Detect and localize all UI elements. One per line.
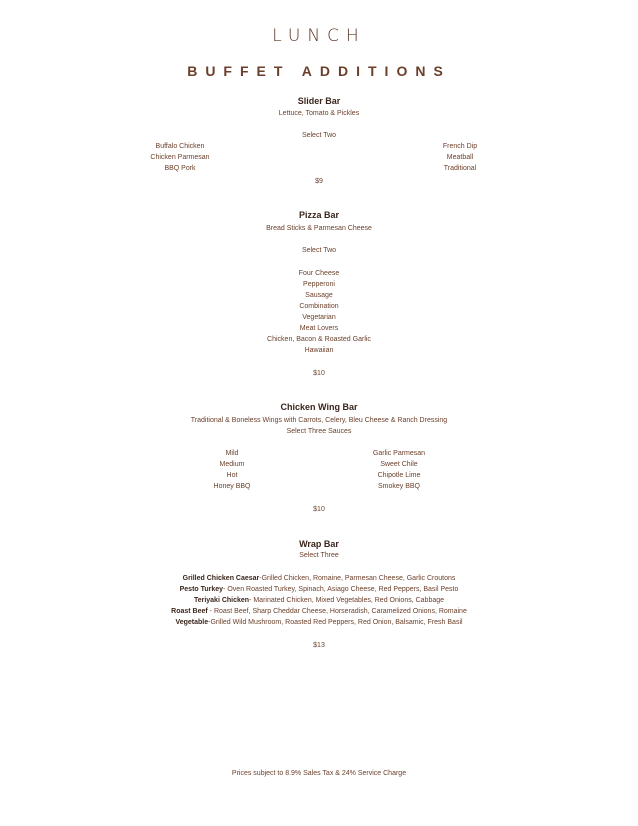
- wing-bar-title: Chicken Wing Bar: [280, 402, 358, 412]
- list-item: Pepperoni: [303, 281, 335, 288]
- list-item: Hot: [226, 472, 238, 479]
- slider-price: $9: [315, 178, 323, 185]
- list-item: Meatball: [446, 154, 474, 161]
- wrap-item-name: Vegetable: [175, 619, 209, 626]
- page-subtitle: BUFFET ADDITIONS: [187, 63, 451, 79]
- slider-right-column: [420, 141, 500, 174]
- wrap-item-name: Pesto Turkey: [179, 586, 224, 593]
- list-item: Chicken, Bacon & Roasted Garlic: [267, 336, 371, 343]
- list-item: [0, 595, 638, 606]
- wing-left-column: [192, 448, 272, 492]
- wrap-item-desc: - Roast Beef, Sharp Cheddar Cheese, Horseradish, Caramelized Onions, Romaine: [207, 608, 467, 615]
- list-item: Four Cheese: [298, 270, 340, 277]
- footer-note: Prices subject to 8.9% Sales Tax & 24% Service Charge: [231, 770, 407, 777]
- wrap-item-desc: - Oven Roasted Turkey, Spinach, Asiago Cheese, Red Peppers, Basil Pesto: [223, 586, 459, 593]
- list-item: Vegetarian: [302, 314, 336, 321]
- slider-bar-subtitle: Lettuce, Tomato & Pickles: [278, 110, 360, 117]
- wrap-price: $13: [313, 642, 325, 649]
- pizza-select-note: Select Two: [301, 247, 337, 254]
- wrap-item-name: Roast Beef: [171, 608, 208, 615]
- list-item: [0, 573, 638, 584]
- wrap-bar-title: Wrap Bar: [299, 539, 339, 549]
- list-item: Garlic Parmesan: [372, 450, 426, 457]
- wrap-item-name: Grilled Chicken Caesar: [182, 575, 260, 582]
- page-title: LUNCH: [272, 26, 366, 46]
- list-item: [0, 606, 638, 617]
- list-item: Mild: [225, 450, 239, 457]
- wing-price: $10: [313, 506, 325, 513]
- list-item: [0, 584, 638, 595]
- list-item: Chipotle Lime: [377, 472, 421, 479]
- slider-select-note: Select Two: [301, 132, 337, 139]
- wrap-item-desc: -Grilled Wild Mushroom, Roasted Red Peppers, Red Onion, Balsamic, Fresh Basil: [208, 619, 463, 626]
- list-item: BBQ Pork: [164, 165, 196, 172]
- pizza-items-list: [0, 268, 638, 356]
- list-item: Buffalo Chicken: [155, 143, 205, 150]
- wing-right-column: [359, 448, 439, 492]
- list-item: Sausage: [305, 292, 333, 299]
- wrap-item-name: Teriyaki Chicken: [193, 597, 250, 604]
- slider-left-column: [140, 141, 220, 174]
- pizza-bar-title: Pizza Bar: [298, 210, 340, 220]
- wing-select-note: Select Three Sauces: [286, 428, 352, 435]
- list-item: Hawaiian: [304, 347, 334, 354]
- list-item: Combination: [299, 303, 339, 310]
- wrap-items-list: [0, 573, 638, 628]
- list-item: Meat Lovers: [299, 325, 339, 332]
- list-item: Honey BBQ: [213, 483, 251, 490]
- wing-bar-subtitle: Traditional & Boneless Wings with Carrots, Celery, Bleu Cheese & Ranch Dressing: [190, 417, 448, 424]
- pizza-bar-subtitle: Bread Sticks & Parmesan Cheese: [266, 225, 372, 232]
- list-item: French Dip: [442, 143, 478, 150]
- list-item: Sweet Chile: [380, 461, 418, 468]
- list-item: Smokey BBQ: [377, 483, 420, 490]
- list-item: Traditional: [443, 165, 477, 172]
- slider-bar-title: Slider Bar: [297, 96, 341, 106]
- list-item: Chicken Parmesan: [150, 154, 210, 161]
- pizza-price: $10: [313, 370, 325, 377]
- wrap-select-note: Select Three: [299, 552, 339, 559]
- wrap-item-desc: -Grilled Chicken, Romaine, Parmesan Cheese, Garlic Croutons: [259, 575, 456, 582]
- list-item: Medium: [219, 461, 245, 468]
- list-item: [0, 617, 638, 628]
- wrap-item-desc: - Marinated Chicken, Mixed Vegetables, Red Onions, Cabbage: [249, 597, 445, 604]
